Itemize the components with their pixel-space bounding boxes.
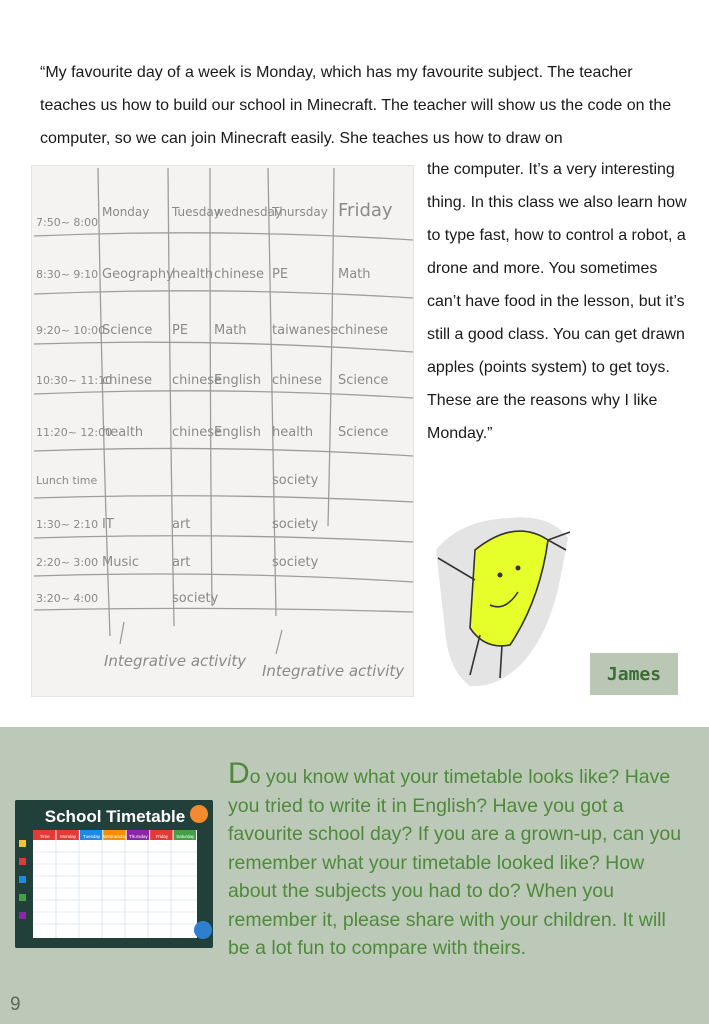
- page-number: 9: [10, 994, 21, 1015]
- timetable-cell-5-3: society: [272, 473, 319, 488]
- timetable-time-2: 9:20~ 10:00: [36, 324, 106, 337]
- timetable-cell-1-2: chinese: [214, 267, 265, 282]
- timetable-time-1: 8:30~ 9:10: [36, 268, 99, 281]
- timetable-sketch: [32, 166, 414, 697]
- school-timetable-header-5: Friday: [155, 834, 169, 839]
- timetable-cell-1-1: health: [172, 267, 214, 282]
- timetable-time-8: 3:20~ 4:00: [36, 592, 99, 605]
- timetable-time-0: 7:50~ 8:00: [36, 216, 99, 229]
- timetable-day-3: Thursday: [272, 205, 328, 219]
- timetable-entries: [36, 216, 388, 606]
- timetable-time-6: 1:30~ 2:10: [36, 518, 99, 531]
- school-timetable-header-0: Time: [39, 834, 50, 839]
- timetable-cell-1-3: PE: [272, 267, 289, 282]
- timetable-cell-3-4: Science: [338, 373, 389, 388]
- timetable-cell-4-2: English: [214, 425, 261, 440]
- timetable-cell-4-0: health: [102, 425, 144, 440]
- drop-cap: D: [228, 757, 250, 790]
- timetable-day-2: wednesday: [214, 205, 283, 219]
- child-drawing: [430, 510, 575, 690]
- school-timetable-header-3: Wednesday: [103, 834, 127, 839]
- timetable-cell-2-2: Math: [214, 323, 247, 338]
- bottom-question-paragraph: [228, 757, 688, 963]
- footnote-right: Integrative activity: [262, 662, 405, 680]
- timetable-cell-3-0: chinese: [102, 373, 153, 388]
- timetable-day-0: Monday: [102, 205, 150, 219]
- timetable-cell-1-0: Geography: [102, 267, 174, 282]
- timetable-cell-4-4: Science: [338, 425, 389, 440]
- timetable-time-7: 2:20~ 3:00: [36, 556, 99, 569]
- timetable-cell-4-1: chinese: [172, 425, 223, 440]
- school-timetable-header-6: Saturday: [176, 834, 195, 839]
- timetable-cell-4-3: health: [272, 425, 314, 440]
- school-timetable-image: [15, 800, 213, 948]
- quote-continuation: the computer. It’s a very interesting thing. In this class we also learn how to type fast, how to control a robot, a drone and more. You sometimes can’t have food in the lesson, but it’s still a good class. You can get drawn apples (points system) to get toys. These are the reasons why I like Monday.”: [427, 161, 687, 442]
- timetable-day-1: Tuesday: [172, 205, 221, 219]
- school-timetable-graphic: [15, 800, 213, 948]
- timetable-cell-2-3: taiwanese: [272, 323, 339, 338]
- timetable-time-4: 11:20~ 12:00: [36, 426, 113, 439]
- timetable-cell-6-3: society: [272, 517, 319, 532]
- timetable-cell-6-0: IT: [102, 517, 114, 532]
- timetable-cell-6-1: art: [172, 517, 191, 532]
- footnote-left: Integrative activity: [104, 652, 247, 670]
- basketball-icon: [190, 805, 208, 823]
- timetable-cell-3-3: chinese: [272, 373, 323, 388]
- handwritten-timetable-photo: [31, 165, 414, 697]
- timetable-time-5: Lunch time: [36, 474, 98, 487]
- timetable-day-labels: [102, 200, 393, 221]
- school-timetable-header-1: Monday: [60, 834, 77, 839]
- timetable-cell-2-0: Science: [102, 323, 153, 338]
- timetable-day-4: Friday: [338, 200, 393, 221]
- timetable-cell-2-4: chinese: [338, 323, 389, 338]
- school-timetable-header-2: Tuesday: [83, 834, 101, 839]
- timetable-cell-7-0: Music: [102, 555, 139, 570]
- quote-opening: “My favourite day of a week is Monday, which has my favourite subject. The teacher teaches us how to build our school in Minecraft. The teacher will show us the code on the computer, so we can join Minecraft easily. She teaches us how to draw on: [40, 64, 672, 147]
- school-timetable-header-4: Thursday: [129, 834, 148, 839]
- bottom-question-text: o you know what your timetable looks like? Have you tried to write it in English? Have you got a favourite school day? If you are a grown-up, can you remember what your timetable looked like? How about the subjects you had to do? When you remember it, please share with your children. It will be a lot fun to compare with theirs.: [228, 766, 682, 959]
- timetable-cell-7-1: art: [172, 555, 191, 570]
- school-timetable-headers: [33, 830, 196, 840]
- timetable-time-3: 10:30~ 11:10: [36, 374, 113, 387]
- timetable-cell-2-1: PE: [172, 323, 189, 338]
- timetable-cell-8-1: society: [172, 591, 219, 606]
- timetable-cell-3-2: English: [214, 373, 261, 388]
- globe-icon: [194, 921, 212, 939]
- author-name-tag: James: [590, 653, 678, 695]
- timetable-cell-3-1: chinese: [172, 373, 223, 388]
- school-timetable-title: School Timetable: [44, 807, 186, 826]
- timetable-cell-1-4: Math: [338, 267, 371, 282]
- timetable-cell-7-3: society: [272, 555, 319, 570]
- drawing-figure: [430, 510, 575, 690]
